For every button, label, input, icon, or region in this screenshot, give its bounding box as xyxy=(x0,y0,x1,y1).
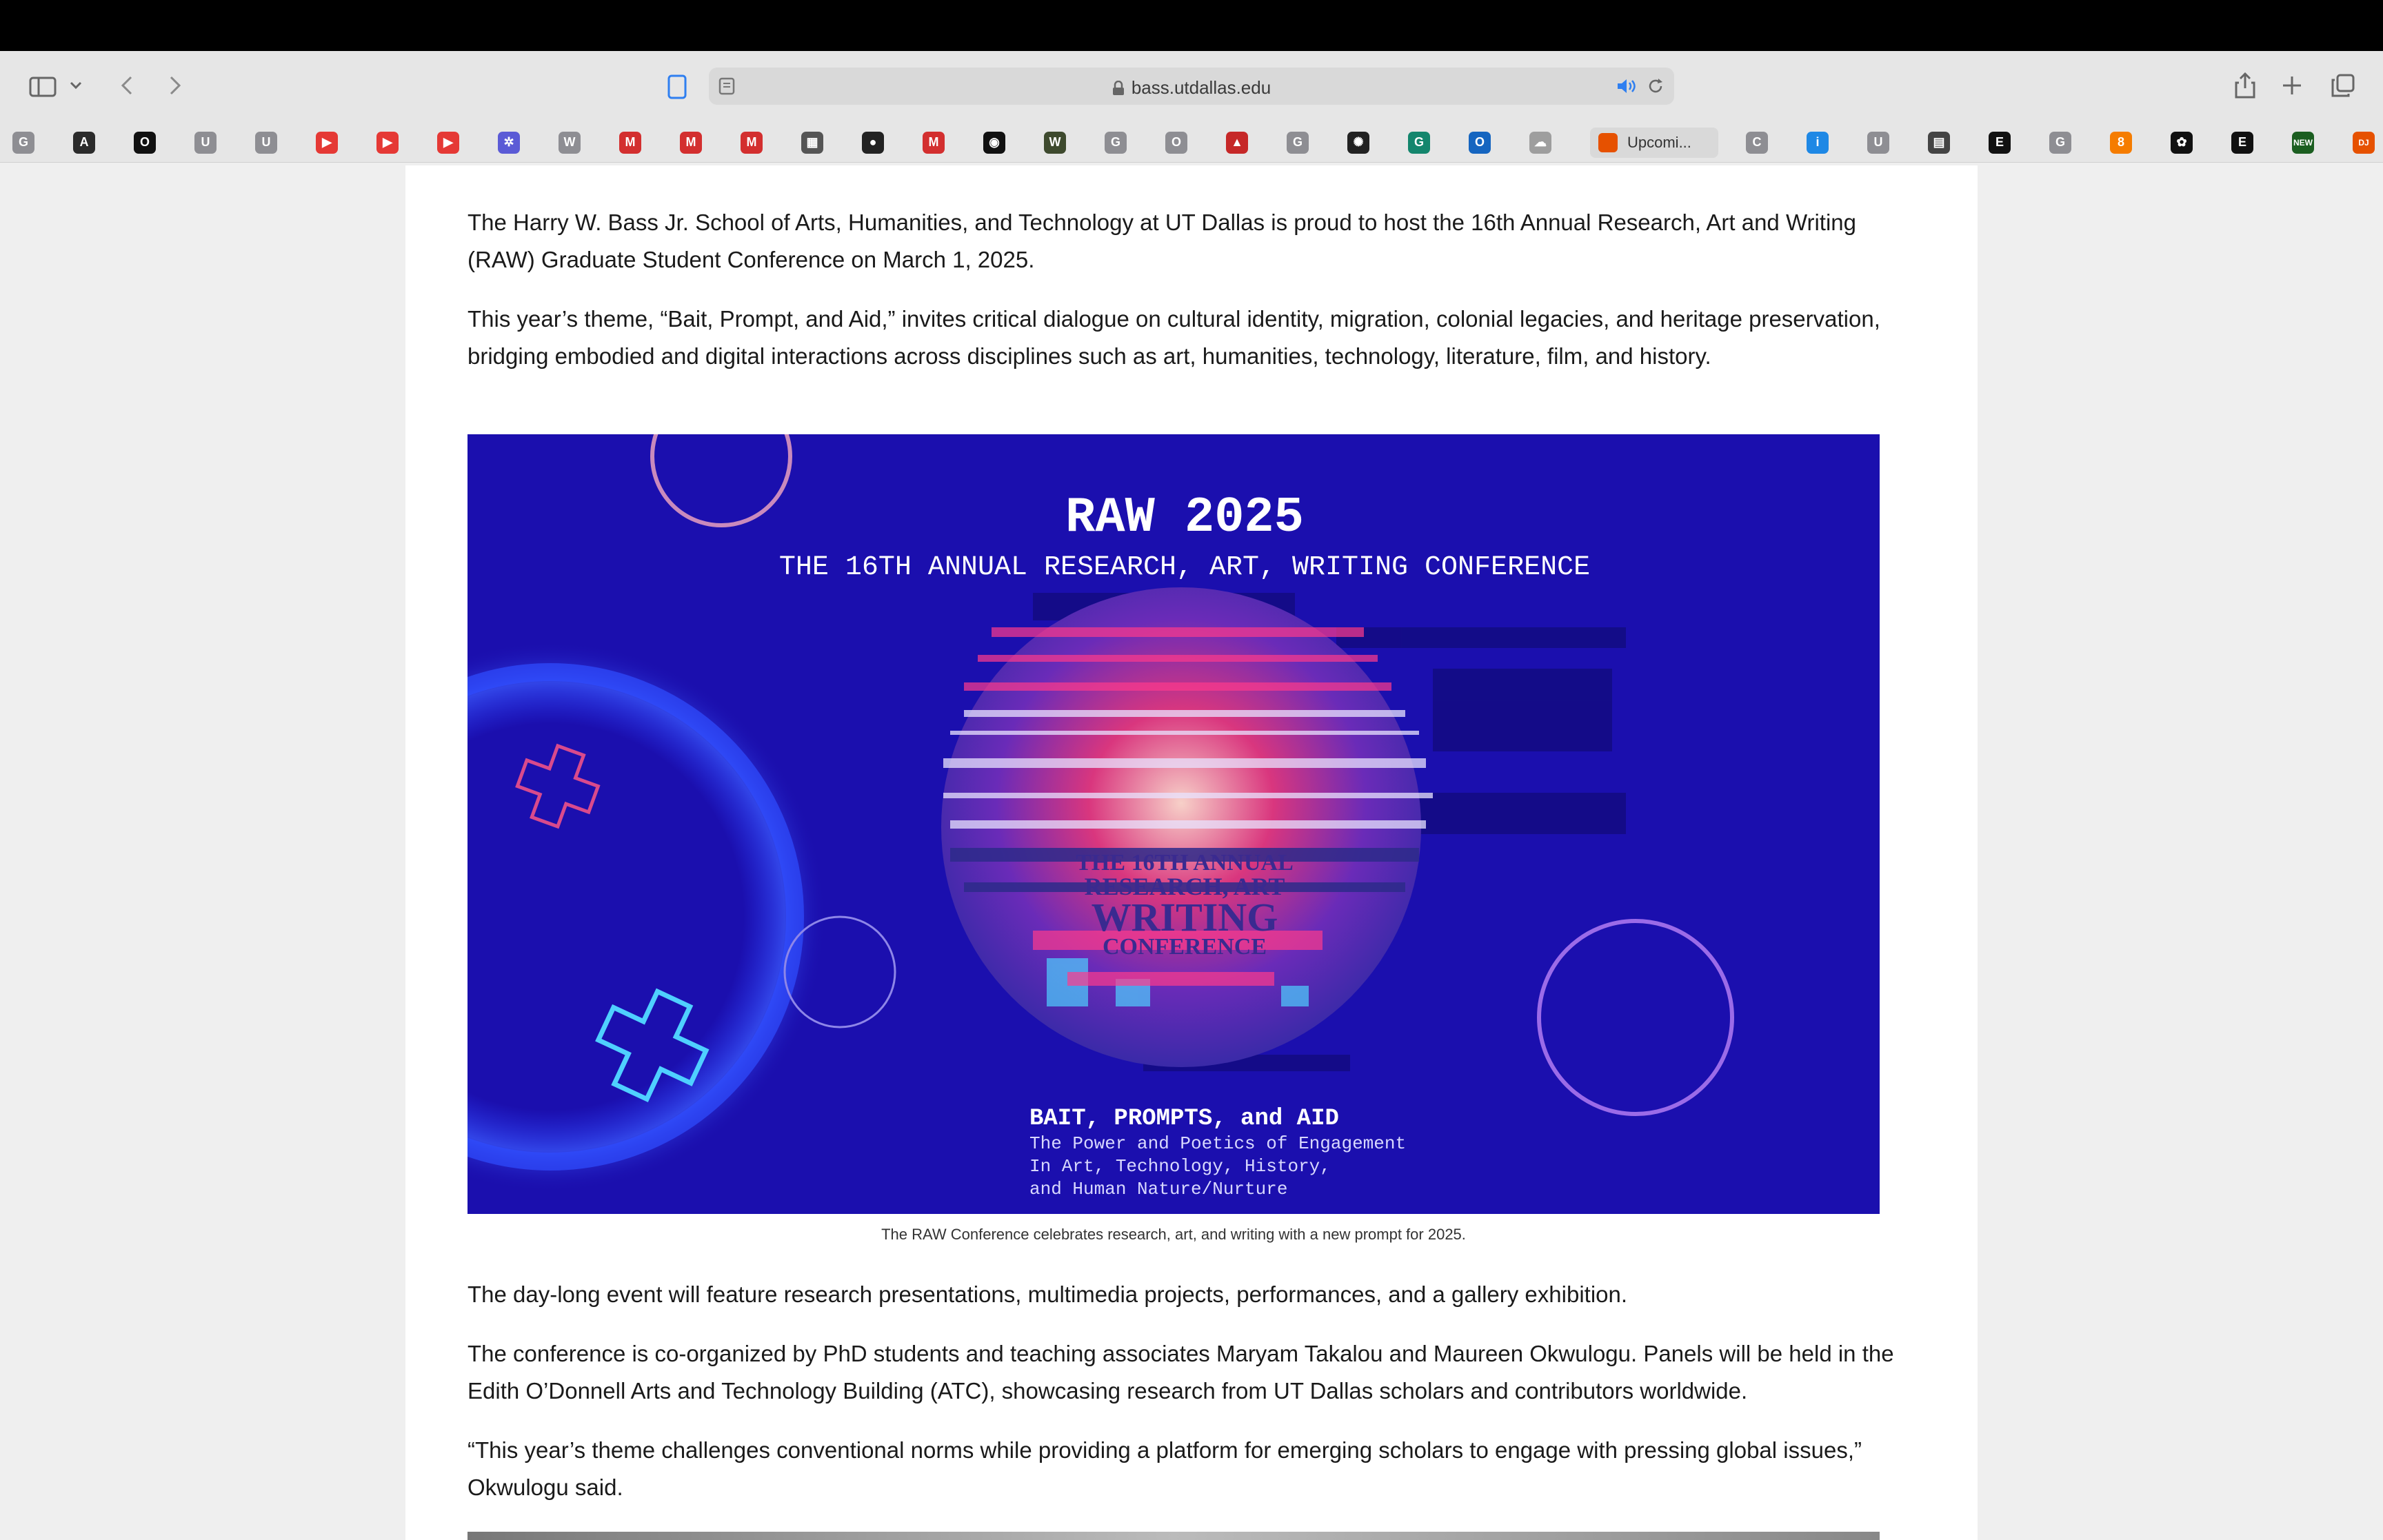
bookmark-favicon-icon[interactable]: M xyxy=(923,132,945,154)
bookmark-favicon-icon[interactable]: A xyxy=(73,132,95,154)
poster-tagline-2: In Art, Technology, History, xyxy=(1029,1156,1331,1177)
poster-globe-text-line2: RESEARCH, ART xyxy=(1084,873,1285,900)
bookmark-favicon-icon[interactable]: ☁ xyxy=(1529,132,1551,154)
sidebar-toggle-icon[interactable] xyxy=(26,70,59,103)
bookmark-favicon-icon[interactable]: M xyxy=(741,132,763,154)
lock-icon xyxy=(1112,79,1125,94)
forward-button[interactable] xyxy=(163,72,188,99)
bookmark-favicon-icon[interactable]: W xyxy=(559,132,581,154)
bookmark-favicon-icon[interactable]: 8 xyxy=(2110,132,2132,154)
bookmark-favicon-icon[interactable]: ▶ xyxy=(376,132,399,154)
poster-globe-text-line4: CONFERENCE xyxy=(1102,934,1267,960)
tab-title: Upcomi... xyxy=(1627,133,1691,151)
bookmark-favicon-icon[interactable]: G xyxy=(12,132,34,154)
url-text[interactable]: bass.utdallas.edu xyxy=(709,77,1674,99)
bookmark-favicon-icon[interactable]: ● xyxy=(862,132,884,154)
article-page xyxy=(405,165,1978,1540)
bookmark-favicon-icon[interactable]: ▦ xyxy=(801,132,823,154)
bookmark-favicon-icon[interactable]: O xyxy=(134,132,156,154)
bookmark-favicon-icon[interactable]: M xyxy=(619,132,641,154)
share-icon[interactable] xyxy=(2230,69,2260,102)
menu-bar xyxy=(0,0,2383,51)
bookmark-favicon-icon[interactable]: ▤ xyxy=(1928,132,1950,154)
bookmark-favicon-icon[interactable]: ✺ xyxy=(1347,132,1369,154)
chevron-down-icon[interactable] xyxy=(68,77,84,94)
reload-icon[interactable] xyxy=(1647,77,1665,99)
bookmark-favicon-icon[interactable]: ✲ xyxy=(498,132,520,154)
bookmark-favicon-icon[interactable]: O xyxy=(1165,132,1187,154)
tab-overview-icon[interactable] xyxy=(2328,72,2358,99)
bookmark-favicon-icon[interactable]: ▶ xyxy=(316,132,338,154)
bookmark-favicon-icon[interactable]: O xyxy=(1469,132,1491,154)
article-paragraph: This year’s theme, “Bait, Prompt, and Aid,” invites critical dialogue on cultural identity, migration, colonial legacies, and heritage preservation, bridging embodied and digital interactions across disciplines such as art, humanities, technology, literature, film, and history. xyxy=(467,306,1880,369)
audio-playing-icon[interactable] xyxy=(1616,77,1638,99)
article-body-bottom xyxy=(467,1276,1922,1528)
back-button[interactable] xyxy=(114,72,139,99)
active-tab-upcoming[interactable] xyxy=(1590,128,1718,158)
bookmark-favicon-icon[interactable]: M xyxy=(680,132,702,154)
new-tab-icon[interactable] xyxy=(2278,72,2306,99)
image-caption: The RAW Conference celebrates research, art, and writing with a new prompt for 2025. xyxy=(881,1226,1466,1243)
bookmark-favicon-icon[interactable]: G xyxy=(2049,132,2071,154)
bookmark-favicon-icon[interactable]: ✿ xyxy=(2171,132,2193,154)
address-bar[interactable] xyxy=(709,68,1674,105)
bookmark-favicon-icon[interactable]: C xyxy=(1746,132,1768,154)
article-paragraph: The conference is co-organized by PhD students and teaching associates Maryam Takalou and Maureen Okwulogu. Panels will be held in the Edith O’Donnell Arts and Technology Building (ATC), showcasing research from UT Dallas scholars and contributors worldwide. xyxy=(467,1341,1894,1404)
bookmarks-bar xyxy=(0,123,2383,163)
next-article-image xyxy=(467,1532,1880,1540)
poster-theme: BAIT, PROMPTS, and AID xyxy=(1029,1106,1339,1132)
bookmark-favicon-icon[interactable]: G xyxy=(1287,132,1309,154)
bookmark-favicon-icon[interactable]: U xyxy=(1867,132,1889,154)
bookmark-favicon-icon[interactable]: E xyxy=(1989,132,2011,154)
article-paragraph: “This year’s theme challenges conventional norms while providing a platform for emerging scholars to engage with pressing global issues,” Okwulogu said. xyxy=(467,1437,1862,1500)
bookmark-favicon-icon[interactable]: G xyxy=(1105,132,1127,154)
bookmark-favicon-icon[interactable]: DJ xyxy=(2353,132,2375,154)
bookmark-favicon-icon[interactable]: NEW xyxy=(2292,132,2314,154)
bookmark-favicon-icon[interactable]: U xyxy=(255,132,277,154)
bookmark-favicon-icon[interactable]: i xyxy=(1807,132,1829,154)
bookmark-favicon-icon[interactable]: U xyxy=(194,132,217,154)
bookmark-favicon-icon[interactable]: ▶ xyxy=(437,132,459,154)
bookmark-favicon-icon[interactable]: ▲ xyxy=(1226,132,1248,154)
article-body-top xyxy=(467,204,1916,397)
bookmark-favicon-icon[interactable]: E xyxy=(2231,132,2253,154)
article-paragraph: The day-long event will feature research presentations, multimedia projects, performances, and a gallery exhibition. xyxy=(467,1281,1628,1307)
raw-2025-poster-image xyxy=(467,434,1880,1214)
poster-title: RAW 2025 xyxy=(1065,489,1304,546)
article-paragraph: The Harry W. Bass Jr. School of Arts, Humanities, and Technology at UT Dallas is proud to host the 16th Annual Research, Art and Writing (RAW) Graduate Student Conference on March 1, 2025. xyxy=(467,210,1857,272)
poster-tagline-3: and Human Nature/Nurture xyxy=(1029,1179,1288,1199)
tab-group-icon[interactable] xyxy=(663,72,691,102)
tab-favicon-icon xyxy=(1598,133,1618,152)
bookmark-favicon-icon[interactable]: W xyxy=(1044,132,1066,154)
poster-subtitle: THE 16TH ANNUAL RESEARCH, ART, WRITING CONFERENCE xyxy=(778,552,1591,583)
bookmark-favicon-icon[interactable]: G xyxy=(1408,132,1430,154)
poster-globe-text-line3: WRITING xyxy=(1091,895,1278,940)
poster-globe-text-line1: THE 16TH ANNUAL xyxy=(1076,850,1294,875)
bookmark-favicon-icon[interactable]: ◉ xyxy=(983,132,1005,154)
poster-tagline-1: The Power and Poetics of Engagement xyxy=(1029,1133,1407,1154)
